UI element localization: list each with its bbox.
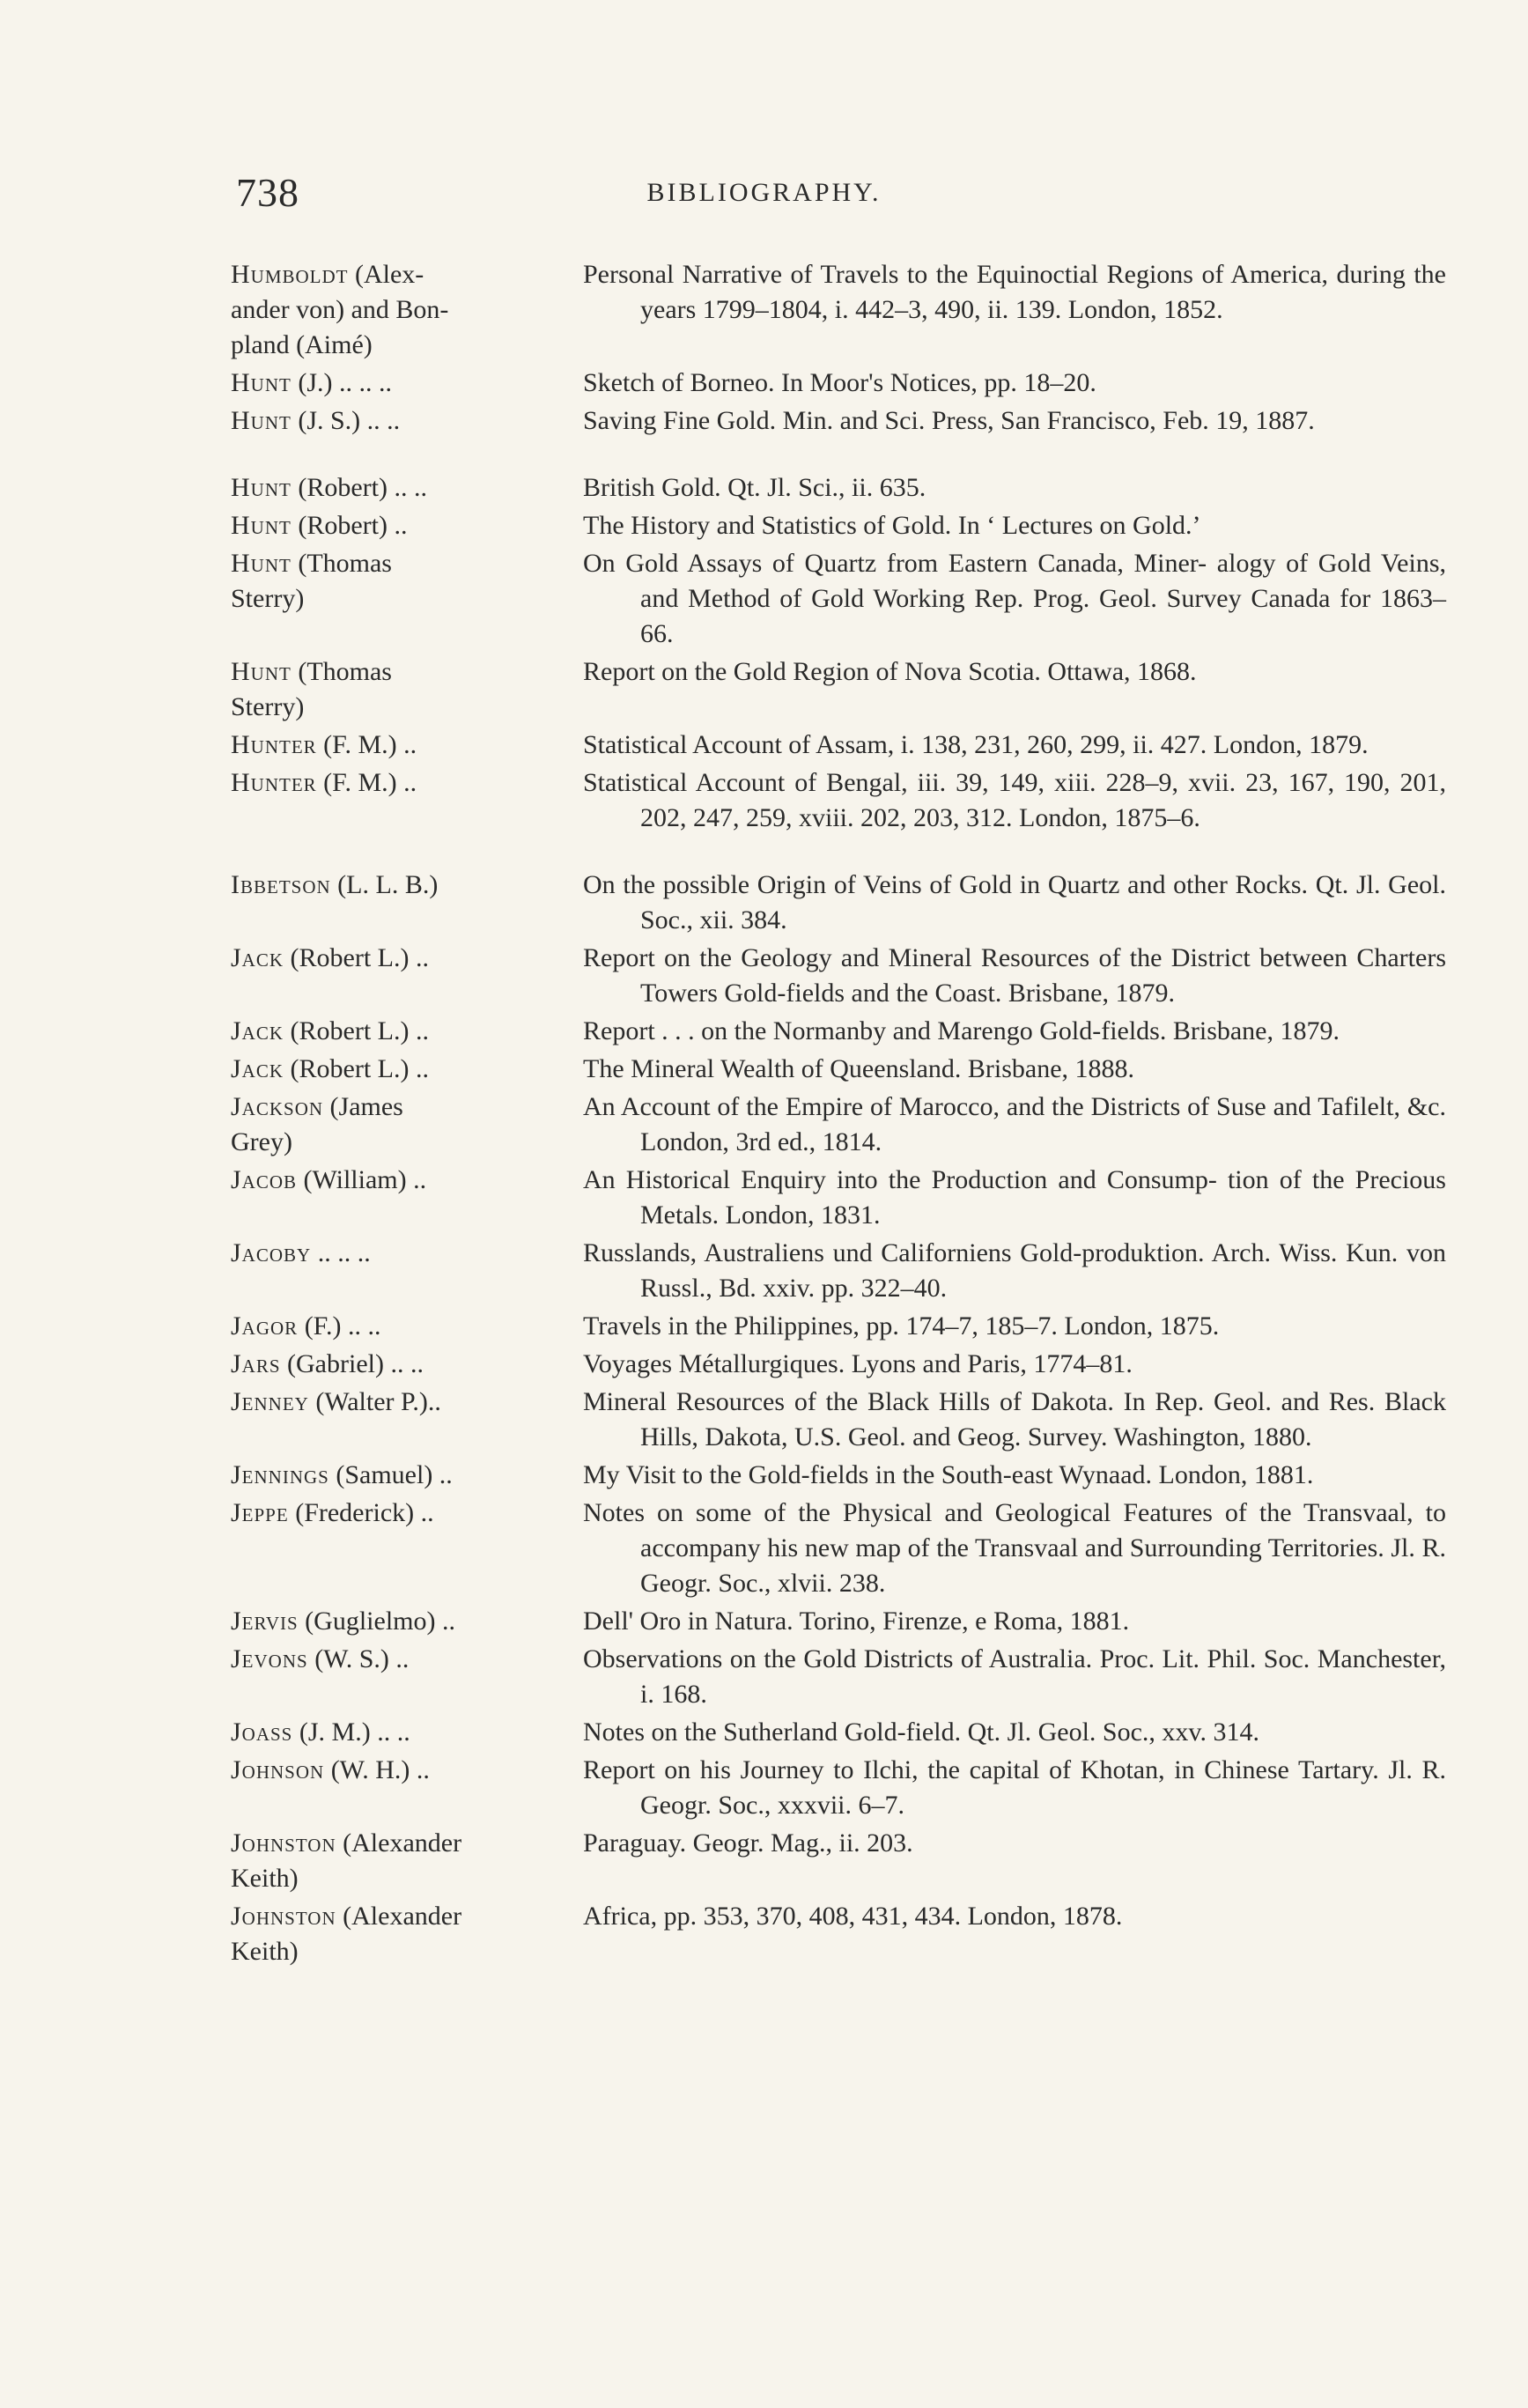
author-forenames: (Frederick) .. [288,1498,434,1527]
bibliography-entry [231,1496,1446,1601]
entry-author [231,1715,583,1750]
page-number: 738 [236,170,299,215]
entry-work: Statistical Account of Assam, i. 138, 231, 260, 299, ii. 427. London, 1879. [583,730,1369,759]
entry-author [231,1826,583,1896]
bibliography-entry [231,1090,1446,1160]
entry-author [231,1753,583,1788]
entry-work: Report on the Geology and Mineral Resources of the District between Charters Towers Gold-fields and the Coast. Brisbane, 1879. [583,943,1446,1008]
author-forenames: (Thomas Sterry) [231,657,392,721]
author-forenames: (F. M.) .. [316,768,417,797]
author-forenames: (Robert L.) .. [284,1054,429,1083]
bibliography-entry [231,1236,1446,1306]
author-surname: Jenney [231,1387,309,1416]
author-surname: Hunter [231,768,317,797]
author-surname: Hunter [231,730,317,759]
entry-work: Report . . . on the Normanby and Marengo Gold-fields. Brisbane, 1879. [583,1016,1340,1045]
author-forenames: (Alexander Keith) [231,1828,462,1893]
entry-author [231,941,583,976]
entry-work: On Gold Assays of Quartz from Eastern Canada, Miner- alogy of Gold Veins, and Method of Gold Working Rep. Prog. Geol. Survey Canada for 1863–66. [583,549,1446,648]
author-forenames: (F.) .. .. [298,1311,381,1341]
author-forenames: (William) .. [297,1165,427,1194]
entry-author [231,1496,583,1531]
entry-work: Voyages Métallurgiques. Lyons and Paris, 1774–81. [583,1349,1133,1378]
bibliography-list [231,257,1446,1972]
bibliography-entry [231,654,1446,725]
entry-author [231,1090,583,1160]
author-surname: Hunt [231,473,292,502]
author-surname: Humboldt [231,260,349,289]
author-surname: Joass [231,1717,293,1747]
entry-author [231,257,583,363]
bibliography-entry [231,546,1446,652]
running-title: BIBLIOGRAPHY. [646,178,882,207]
author-surname: Johnson [231,1755,325,1784]
bibliography-entry [231,1604,1446,1639]
author-surname: Jack [231,943,284,972]
author-forenames: (James Grey) [231,1092,403,1156]
entry-author [231,765,583,801]
author-forenames: (J. S.) .. .. [291,406,401,435]
entry-work: Notes on the Sutherland Gold-field. Qt. Jl. Geol. Soc., xxv. 314. [583,1717,1259,1747]
entry-work: Africa, pp. 353, 370, 408, 431, 434. London, 1878. [583,1902,1123,1931]
bibliography-entry [231,728,1446,763]
entry-work: Paraguay. Geogr. Mag., ii. 203. [583,1828,913,1858]
entry-work: Mineral Resources of the Black Hills of Dakota. In Rep. Geol. and Res. Black Hills, Dakota, U.S. Geol. and Geog. Survey. Washington, 1880. [583,1387,1446,1451]
author-forenames: (Thomas Sterry) [231,549,392,613]
author-surname: Hunt [231,368,292,397]
author-surname: Jervis [231,1607,299,1636]
author-forenames: (Robert L.) .. [284,943,429,972]
bibliography-entry [231,941,1446,1011]
entry-author [231,366,583,401]
entry-work: The Mineral Wealth of Queensland. Brisbane, 1888. [583,1054,1135,1083]
bibliography-entry [231,403,1446,439]
entry-work: An Account of the Empire of Marocco, and the Districts of Suse and Tafilelt, &c. London, 3rd ed., 1814. [583,1092,1446,1156]
entry-work: Saving Fine Gold. Min. and Sci. Press, San Francisco, Feb. 19, 1887. [583,406,1315,435]
author-forenames: (Alexander Keith) [231,1902,462,1966]
author-forenames: (Gabriel) .. .. [280,1349,424,1378]
author-surname: Jagor [231,1311,299,1341]
entry-author [231,1642,583,1677]
author-forenames: (J. M.) .. .. [292,1717,410,1747]
entry-author [231,1014,583,1049]
author-forenames: (Robert) .. [291,511,408,540]
author-forenames: (Walter P.).. [308,1387,441,1416]
author-surname: Hunt [231,657,292,686]
bibliography-entry [231,257,1446,363]
entry-work: On the possible Origin of Veins of Gold in Quartz and other Rocks. Qt. Jl. Geol. Soc., xii. 384. [583,870,1446,934]
entry-work: My Visit to the Gold-fields in the South-east Wynaad. London, 1881. [583,1460,1314,1489]
bibliography-entry [231,1052,1446,1087]
entry-work: Personal Narrative of Travels to the Equinoctial Regions of America, during the years 1799–1804, i. 442–3, 490, ii. 139. London, 1852. [583,260,1446,324]
entry-work: An Historical Enquiry into the Production and Consump- tion of the Precious Metals. London, 1831. [583,1165,1446,1230]
author-forenames: .. .. .. [311,1238,371,1267]
entry-author [231,470,583,506]
entry-author [231,1236,583,1271]
author-surname: Jacoby [231,1238,312,1267]
author-forenames: (W. S.) .. [307,1644,410,1673]
entry-author [231,1604,583,1639]
author-surname: Jennings [231,1460,329,1489]
author-forenames: (F. M.) .. [316,730,417,759]
entry-author [231,728,583,763]
author-surname: Jack [231,1016,284,1045]
author-surname: Jeppe [231,1498,289,1527]
entry-work: Sketch of Borneo. In Moor's Notices, pp. 18–20. [583,368,1096,397]
entry-author [231,654,583,725]
entry-work: Dell' Oro in Natura. Torino, Firenze, e Roma, 1881. [583,1607,1130,1636]
entry-author [231,1385,583,1420]
entry-author [231,1458,583,1493]
bibliography-entry [231,1715,1446,1750]
entry-work: The History and Statistics of Gold. In ‘ Lectures on Gold.’ [583,511,1201,540]
entry-author [231,508,583,543]
entry-author [231,546,583,617]
author-surname: Hunt [231,406,292,435]
author-forenames: (W. H.) .. [324,1755,430,1784]
bibliography-entry [231,470,1446,506]
bibliography-entry [231,1163,1446,1233]
entry-work: Report on his Journey to Ilchi, the capital of Khotan, in Chinese Tartary. Jl. R. Geogr. Soc., xxxvii. 6–7. [583,1755,1446,1820]
entry-work: British Gold. Qt. Jl. Sci., ii. 635. [583,473,926,502]
bibliography-entry [231,1385,1446,1455]
author-forenames: (Guglielmo) .. [298,1607,455,1636]
bibliography-entry [231,1826,1446,1896]
entry-work: Notes on some of the Physical and Geological Features of the Transvaal, to accompany his new map of the Transvaal and Surrounding Territories. Jl. R. Geogr. Soc., xlvii. 238. [583,1498,1446,1598]
bibliography-entry [231,1642,1446,1712]
entry-author [231,1309,583,1344]
author-forenames: (Alex- ander von) and Bon- pland (Aimé) [231,260,449,359]
bibliography-entry [231,1899,1446,1969]
author-forenames: (J.) .. .. .. [291,368,392,397]
bibliography-entry [231,1753,1446,1823]
bibliography-entry [231,1014,1446,1049]
bibliography-entry [231,508,1446,543]
author-surname: Johnston [231,1828,336,1858]
author-surname: Jack [231,1054,284,1083]
bibliography-entry [231,1458,1446,1493]
author-surname: Jevons [231,1644,308,1673]
bibliography-entry [231,366,1446,401]
entry-work: Report on the Gold Region of Nova Scotia. Ottawa, 1868. [583,657,1197,686]
author-surname: Jackson [231,1092,324,1121]
entry-work: Observations on the Gold Districts of Australia. Proc. Lit. Phil. Soc. Manchester, i. 168. [583,1644,1446,1709]
entry-author [231,1347,583,1382]
entry-work: Travels in the Philippines, pp. 174–7, 185–7. London, 1875. [583,1311,1220,1341]
entry-work: Statistical Account of Bengal, iii. 39, 149, xiii. 228–9, xvii. 23, 167, 190, 201, 202, 247, 259, xviii. 202, 203, 312. London, 1875–6. [583,768,1446,832]
author-surname: Ibbetson [231,870,331,899]
bibliography-entry [231,868,1446,938]
entry-author [231,403,583,439]
author-surname: Hunt [231,511,292,540]
entry-author [231,868,583,903]
author-surname: Johnston [231,1902,336,1931]
author-forenames: (Samuel) .. [328,1460,453,1489]
author-forenames: (Robert) .. .. [291,473,427,502]
author-surname: Jars [231,1349,281,1378]
author-surname: Hunt [231,549,292,578]
entry-author [231,1163,583,1198]
bibliography-entry [231,1347,1446,1382]
entry-author [231,1899,583,1969]
author-forenames: (Robert L.) .. [284,1016,429,1045]
bibliography-entry [231,765,1446,836]
entry-author [231,1052,583,1087]
bibliography-entry [231,1309,1446,1344]
author-surname: Jacob [231,1165,298,1194]
entry-work: Russlands, Australiens und Californiens Gold-produktion. Arch. Wiss. Kun. von Russl., Bd. xxiv. pp. 322–40. [583,1238,1446,1303]
author-forenames: (L. L. B.) [330,870,439,899]
